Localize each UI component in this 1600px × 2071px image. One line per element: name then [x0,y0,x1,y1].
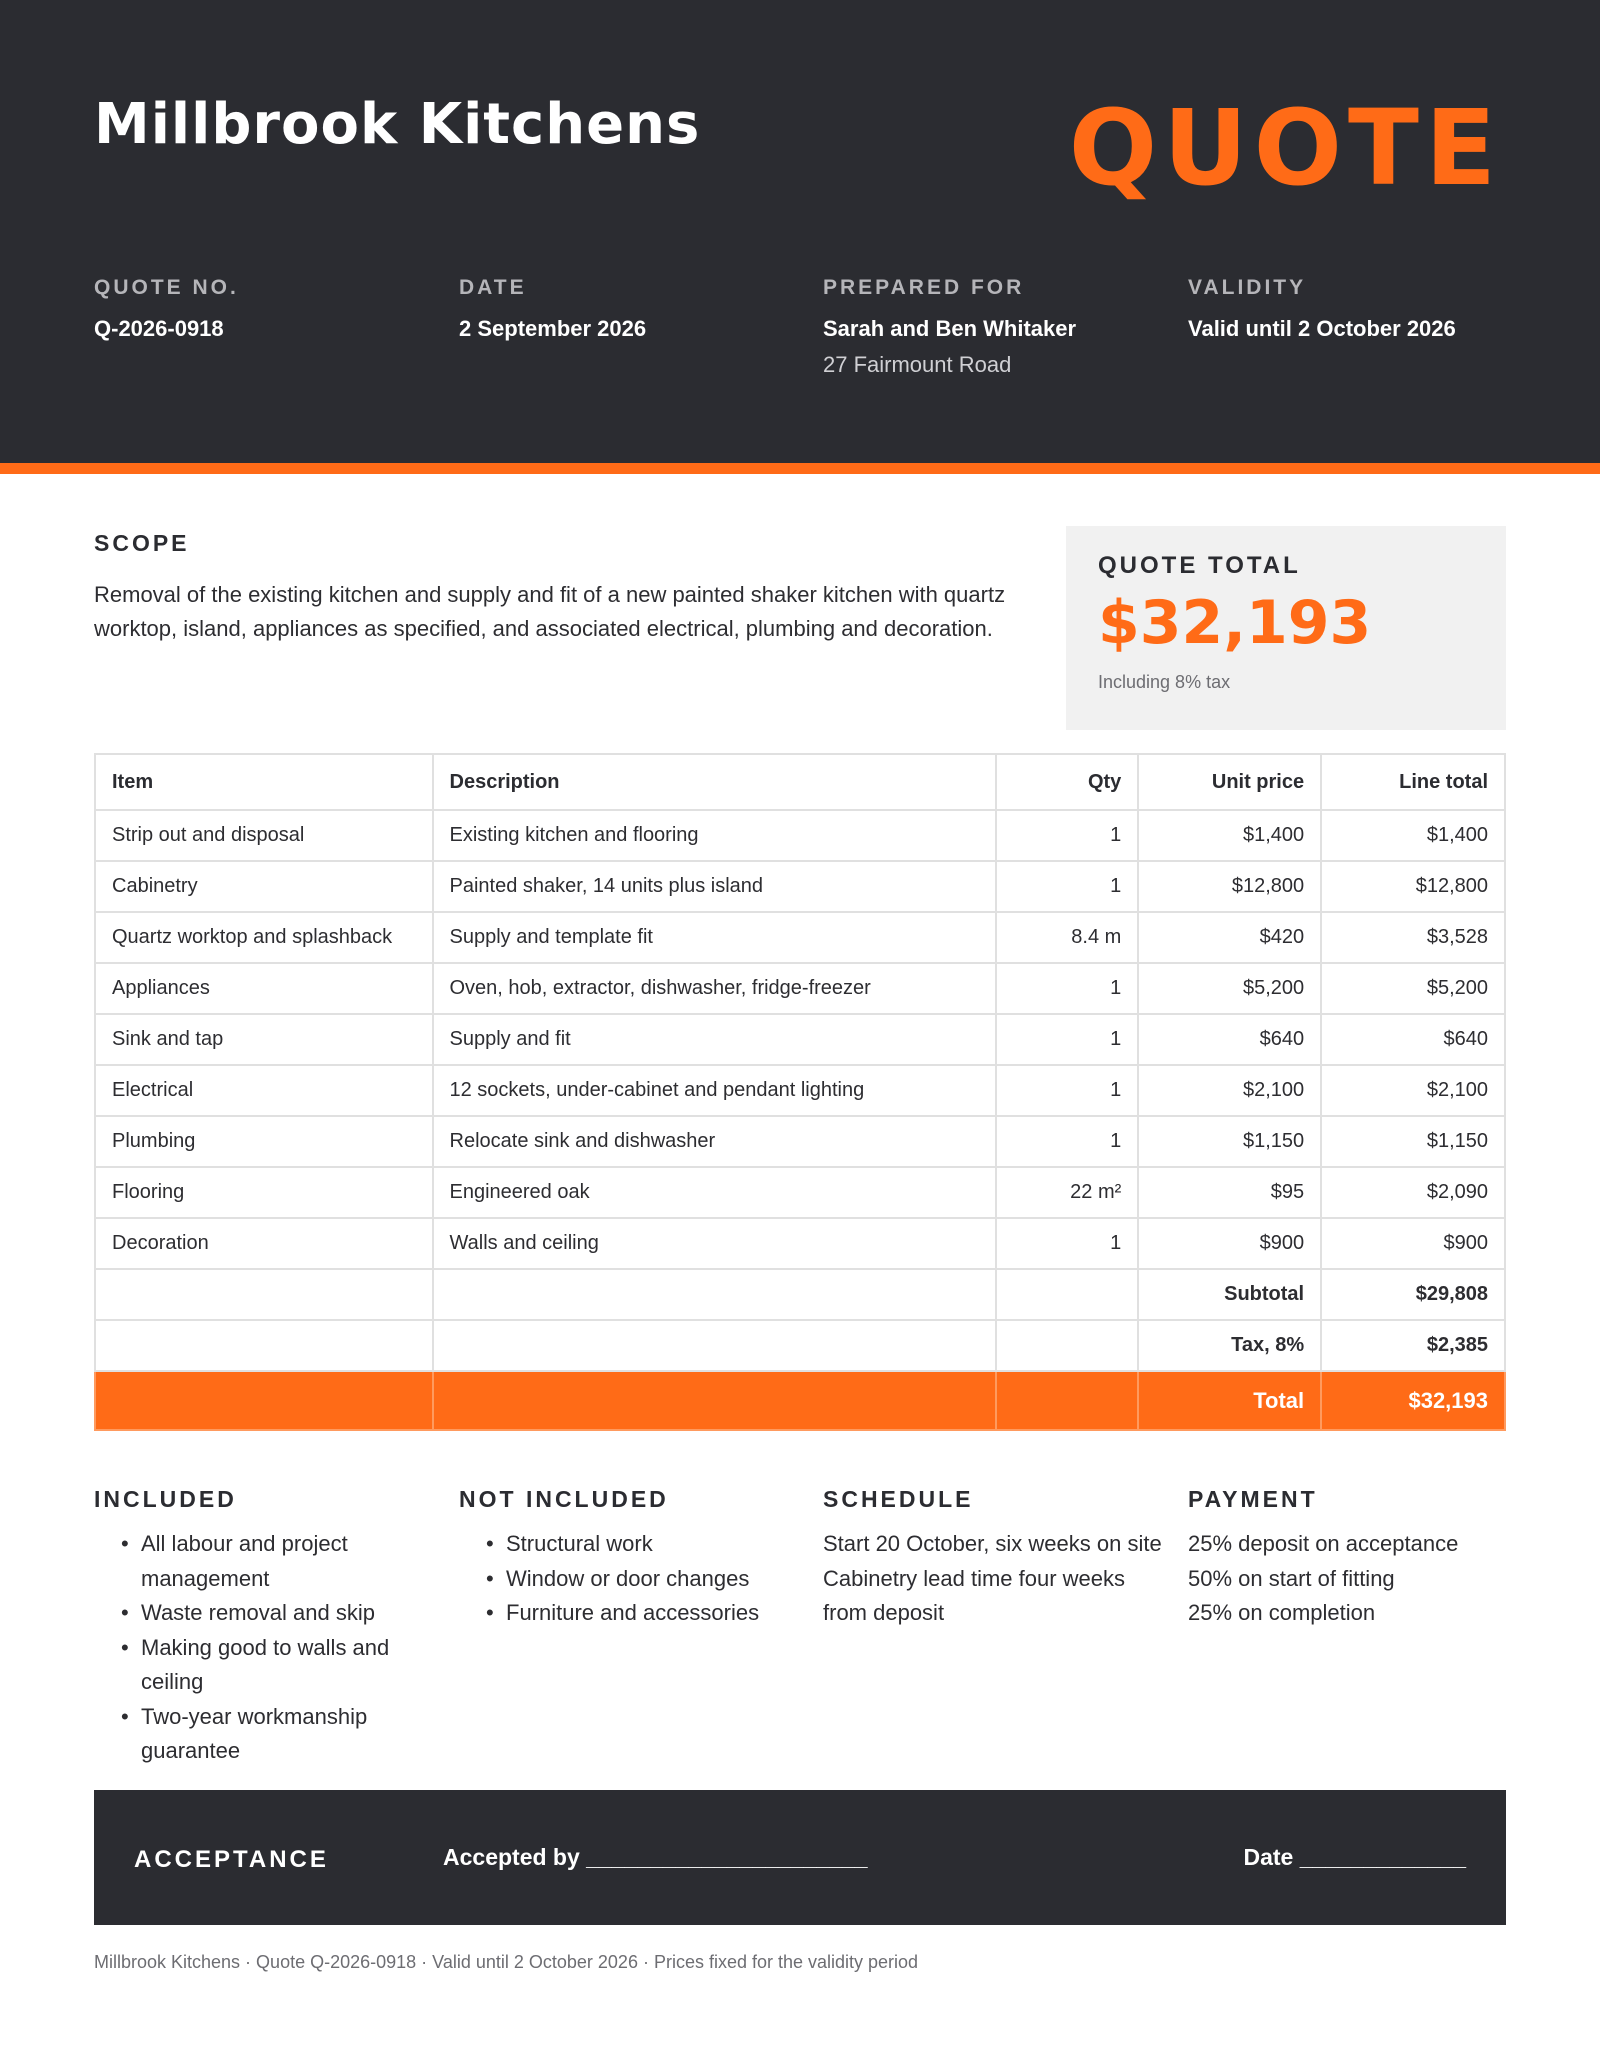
tax-row [95,1320,1505,1371]
cell-qty: 1 [996,861,1138,912]
cell-line-total: $12,800 [1321,861,1505,912]
meta-label: DATE [459,276,527,299]
table-row [95,1218,1505,1269]
table-row [95,1065,1505,1116]
cell-unit-price: $95 [1138,1167,1321,1218]
cell-description: Painted shaker, 14 units plus island [433,861,997,912]
payment-section [1188,1486,1528,1631]
meta-validity [1188,276,1518,342]
document-type: QUOTE [1068,87,1502,209]
tax-label: Tax, 8% [1138,1320,1321,1371]
tax-value: $2,385 [1321,1320,1505,1371]
cell-line-total: $640 [1321,1014,1505,1065]
subtotal-row [95,1269,1505,1320]
cell-item: Quartz worktop and splashback [95,912,433,963]
acceptance-bar [94,1790,1506,1925]
cell-unit-price: $12,800 [1138,861,1321,912]
table-header-row [95,754,1505,810]
list-item: • All labour and project management [94,1527,434,1596]
cell-item: Decoration [95,1218,433,1269]
cell-item: Cabinetry [95,861,433,912]
acceptance-date-field[interactable]: Date _____________ [1243,1844,1466,1870]
cell-unit-price: $420 [1138,912,1321,963]
meta-quote-number [94,276,424,342]
cell-line-total: $2,090 [1321,1167,1505,1218]
schedule-line: Start 20 October, six weeks on site [823,1531,1162,1556]
quote-total-note: Including 8% tax [1098,672,1231,692]
meta-value: Q-2026-0918 [94,316,224,341]
header-unit-price: Unit price [1138,754,1321,810]
meta-label: VALIDITY [1188,276,1307,299]
table-row [95,861,1505,912]
header-item: Item [95,754,433,810]
cell-description: Supply and template fit [433,912,997,963]
header-line-total: Line total [1321,754,1505,810]
list-item: • Window or door changes [459,1562,799,1597]
table-row [95,1014,1505,1065]
cell-qty: 1 [996,810,1138,861]
cell-line-total: $2,100 [1321,1065,1505,1116]
acceptance-title: ACCEPTANCE [134,1846,329,1873]
cell-description: Oven, hob, extractor, dishwasher, fridge-freezer [433,963,997,1014]
payment-line: 25% deposit on acceptance [1188,1531,1459,1556]
cell-qty: 1 [996,1014,1138,1065]
scope-title: SCOPE [94,530,190,556]
meta-prepared-for [823,276,1153,378]
cell-description: Walls and ceiling [433,1218,997,1269]
meta-address: 27 Fairmount Road [823,352,1012,377]
subtotal-label: Subtotal [1138,1269,1321,1320]
cell-item: Sink and tap [95,1014,433,1065]
cell-line-total: $5,200 [1321,963,1505,1014]
cell-line-total: $3,528 [1321,912,1505,963]
header-qty: Qty [996,754,1138,810]
cell-unit-price: $5,200 [1138,963,1321,1014]
header-accent-stripe [0,463,1600,474]
subtotal-value: $29,808 [1321,1269,1505,1320]
meta-label: QUOTE NO. [94,276,239,299]
cell-qty: 1 [996,963,1138,1014]
cell-unit-price: $1,150 [1138,1116,1321,1167]
schedule-title: SCHEDULE [823,1486,974,1512]
cell-qty: 1 [996,1116,1138,1167]
cell-description: Existing kitchen and flooring [433,810,997,861]
payment-line: 25% on completion [1188,1600,1376,1625]
cell-item: Appliances [95,963,433,1014]
cell-item: Electrical [95,1065,433,1116]
meta-value: 2 September 2026 [459,316,647,341]
cell-line-total: $1,150 [1321,1116,1505,1167]
list-item: • Furniture and accessories [459,1596,799,1631]
list-item: • Structural work [459,1527,799,1562]
quote-total-amount: $32,193 [1098,588,1372,658]
cell-item: Strip out and disposal [95,810,433,861]
cell-item: Flooring [95,1167,433,1218]
table-row [95,912,1505,963]
cell-unit-price: $640 [1138,1014,1321,1065]
included-section [94,1486,434,1769]
cell-qty: 1 [996,1218,1138,1269]
meta-label: PREPARED FOR [823,276,1025,299]
grand-total-row [95,1371,1505,1430]
header-description: Description [433,754,997,810]
cell-line-total: $900 [1321,1218,1505,1269]
table-row [95,1116,1505,1167]
cell-qty: 8.4 m [996,912,1138,963]
cell-unit-price: $900 [1138,1218,1321,1269]
meta-value: Sarah and Ben Whitaker [823,316,1077,341]
cell-description: Relocate sink and dishwasher [433,1116,997,1167]
header [0,0,1600,463]
cell-description: Supply and fit [433,1014,997,1065]
footer-text: Millbrook Kitchens · Quote Q-2026-0918 · Valid until 2 October 2026 · Prices fixed for the validity period [94,1952,919,1972]
table-row [95,963,1505,1014]
table-row [95,1167,1505,1218]
cell-qty: 22 m² [996,1167,1138,1218]
list-item: • Making good to walls and ceiling [94,1631,434,1700]
included-title: INCLUDED [94,1486,237,1512]
meta-value: Valid until 2 October 2026 [1188,316,1456,341]
grand-total-value: $32,193 [1321,1371,1505,1430]
table-row [95,810,1505,861]
schedule-section [823,1486,1163,1631]
not-included-title: NOT INCLUDED [459,1486,669,1512]
scope-text: Removal of the existing kitchen and supply and fit of a new painted shaker kitchen with quartz worktop, island, appliances as specified, and associated electrical, plumbing and decoration. [94,582,1006,641]
quote-total-label: QUOTE TOTAL [1098,552,1301,579]
cell-description: Engineered oak [433,1167,997,1218]
list-item: • Waste removal and skip [94,1596,434,1631]
schedule-line: Cabinetry lead time four weeks from deposit [823,1565,1126,1625]
list-item: • Two-year workmanship guarantee [94,1700,434,1769]
payment-line: 50% on start of fitting [1188,1565,1395,1591]
cell-unit-price: $2,100 [1138,1065,1321,1116]
not-included-section [459,1486,799,1631]
payment-title: PAYMENT [1188,1486,1318,1512]
cell-description: 12 sockets, under-cabinet and pendant lighting [433,1065,997,1116]
cell-line-total: $1,400 [1321,810,1505,861]
cell-unit-price: $1,400 [1138,810,1321,861]
grand-total-label: Total [1138,1371,1321,1430]
company-name: Millbrook Kitchens [94,92,701,157]
quote-total-box [1066,526,1506,730]
cell-item: Plumbing [95,1116,433,1167]
line-items-table [94,753,1506,1431]
meta-date [459,276,789,342]
accepted-by-field[interactable]: Accepted by ______________________ [443,1844,868,1870]
cell-qty: 1 [996,1065,1138,1116]
